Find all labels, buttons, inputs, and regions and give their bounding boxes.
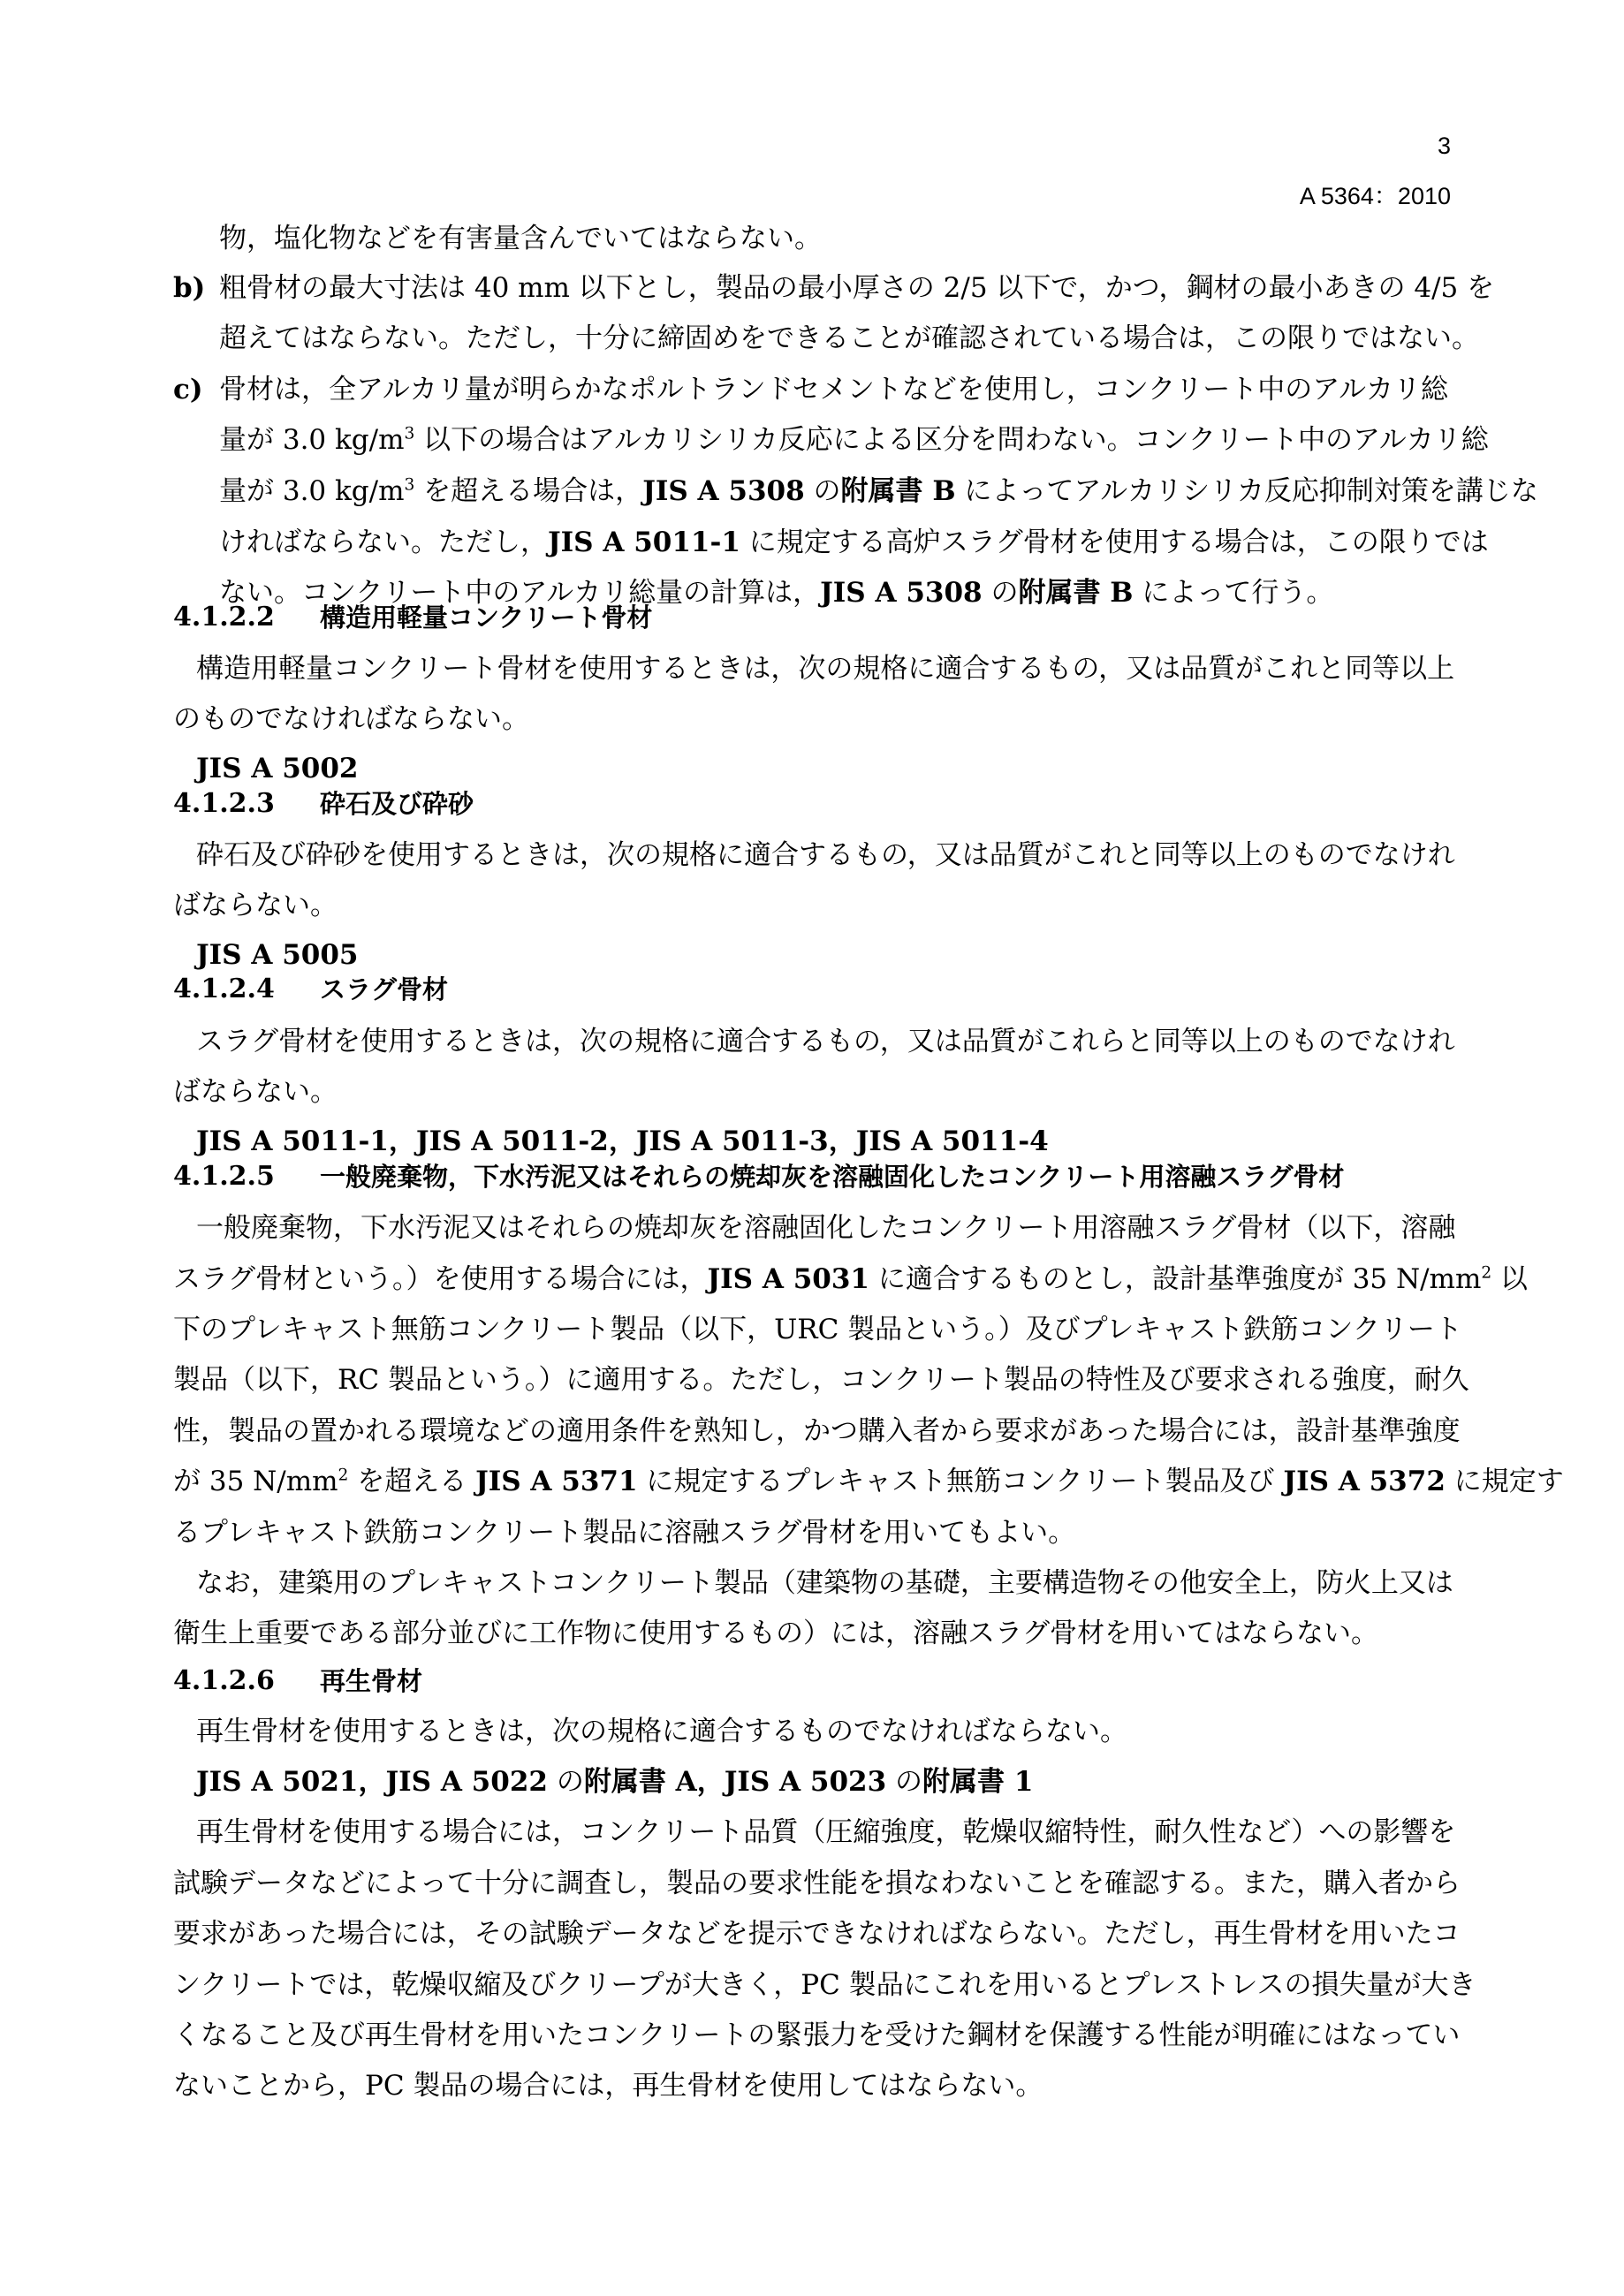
text-span: 再生骨材を使用する場合には，コンクリート品質（圧縮強度，乾燥収縮特性，耐久性など）への影響を [196,1816,1456,1848]
text-span: JIS A 5031 [707,1263,869,1295]
text-span: に規定するプレキャスト無筋コンクリート製品及び [637,1466,1284,1497]
text-span: ， [358,1766,386,1798]
heading-title: 砕石及び砕砂 [320,789,474,819]
text-line [196,1024,1455,1059]
text-line [219,422,1489,458]
page-number: 3 [1437,133,1451,159]
text-line [219,525,1489,560]
heading-title: 再生骨材 [320,1666,423,1696]
text-line [219,474,1538,509]
text-span: JIS A 5022 [385,1766,548,1798]
text-span: JIS A 5308 [642,475,805,507]
heading-title: 一般廃棄物，下水汚泥又はそれらの焼却灰を溶融固化したコンクリート用溶融スラグ骨材 [320,1162,1345,1192]
text-line [196,1714,1127,1749]
superscript: 3 [404,424,415,443]
text-line [173,2068,1043,2103]
text-span: JIS A 5011-1 [548,527,740,558]
text-span: JIS A 5021 [196,1766,359,1798]
heading-number: 4.1.2.6 [173,1665,275,1696]
text-span: に規定する高炉スラグ骨材を使用する場合は，この限りでは [740,527,1489,558]
list-label-c: c) [173,374,203,405]
text-span: 附属書 1 [922,1766,1034,1798]
text-span: を超える場合は， [414,475,643,507]
text-span: スラグ骨材という。）を使用する場合には， [173,1263,708,1295]
superscript: 2 [1481,1263,1492,1283]
text-span: JIS A 5002 [196,753,359,784]
text-span: 粗骨材の最大寸法は 40 mm 以下とし，製品の最小厚さの 2/5 以下で，かつ，鋼材の最小あきの 4/5 を [219,272,1495,304]
text-line [173,701,529,737]
text-line [196,1764,1033,1800]
text-line [219,372,1448,407]
list-label-b: b) [173,272,206,304]
text-line [196,1565,1453,1601]
text-span: なお，建築用のプレキャストコンクリート製品（建築物の基礎，主要構造物その他安全上，防火上又は [196,1567,1453,1599]
text-line [196,1210,1455,1246]
text-span: 構造用軽量コンクリート骨材を使用するときは，次の規格に適合するもの，又は品質がこれと同等以上 [196,653,1455,685]
text-span: 附属書 B [840,475,956,507]
text-span: 骨材は，全アルカリ量が明らかなポルトランドセメントなどを使用し，コンクリート中のアルカリ総 [219,374,1448,405]
text-span: 以下の場合はアルカリシリカ反応による区分を問わない。コンクリート中のアルカリ総 [414,424,1489,456]
text-span: 製品（以下，RC 製品という。）に適用する。ただし，コンクリート製品の特性及び要求される強度，耐久 [173,1364,1469,1396]
text-line [173,1616,1378,1651]
text-span: ければならない。ただし， [219,527,548,558]
text-span: 超えてはならない。ただし，十分に締固めをできることが確認されている場合は，この限りではない。 [219,322,1479,354]
text-line [219,270,1494,306]
text-span: を超える [348,1466,476,1497]
heading-number: 4.1.2.3 [173,788,275,819]
text-line [173,1866,1461,1901]
text-span: るプレキャスト鉄筋コンクリート製品に溶融スラグ骨材を用いてもよい。 [173,1517,1076,1549]
text-span: ない。コンクリート中のアルカリ総量の計算は， [219,577,821,609]
text-span: JIS A 5005 [196,939,359,971]
text-span: に適合するものとし，設計基準強度が 35 N/mm [869,1263,1482,1295]
text-line [196,751,358,786]
text-line [196,1815,1455,1850]
superscript: 2 [338,1466,349,1485]
text-line [173,1413,1461,1449]
standard-id: A 5364：2010 [1299,183,1451,209]
text-span: 附属書 A [583,1766,697,1798]
text-span: 衛生上重要である部分並びに工作物に使用するもの）には，溶融スラグ骨材を用いてはならない。 [173,1618,1378,1649]
text-line [173,888,338,923]
superscript: 3 [404,475,415,495]
text-span: 量が 3.0 kg/m [219,475,405,507]
text-span: 再生骨材を使用するときは，次の規格に適合するものでなければならない。 [196,1716,1127,1747]
text-span: 以 [1491,1263,1529,1295]
text-span: ないことから，PC 製品の場合には，再生骨材を使用してはならない。 [173,2070,1043,2102]
text-line [173,1312,1462,1347]
text-span: 物，塩化物などを有害量含んでいてはならない。 [219,223,822,254]
text-line [196,937,358,973]
heading-title: スラグ骨材 [320,974,449,1004]
text-span: 附属書 B [1018,577,1134,609]
text-span: くなること及び再生骨材を用いたコンクリートの緊張力を受けた鋼材を保護する性能が明確にはなってい [173,2019,1461,2051]
text-line [219,321,1479,356]
text-span: 性，製品の置かれる環境などの適用条件を熟知し，かつ購入者から要求があった場合には，設計基準強度 [173,1415,1461,1447]
text-span: JIS A 5023 [724,1766,887,1798]
text-line [173,1967,1476,2003]
text-line [196,651,1454,686]
text-span: JIS A 5308 [820,577,983,609]
heading-number: 4.1.2.4 [173,974,275,1004]
text-line [173,2018,1460,2053]
text-span: JIS A 5011-1，JIS A 5011-2，JIS A 5011-3，JIS A 5011-4 [196,1125,1049,1157]
text-line [173,1262,1528,1297]
text-line [196,1124,1049,1159]
text-span: によってアルカリシリカ反応抑制対策を講じな [955,475,1538,507]
text-span: JIS A 5371 [475,1466,638,1497]
text-span: によって行う。 [1133,577,1334,609]
heading-title: 構造用軽量コンクリート骨材 [320,602,653,633]
text-line [173,1464,1564,1499]
text-line [219,575,1333,610]
text-line [173,1916,1461,1951]
text-span: ばならない。 [173,1076,338,1108]
heading-number: 4.1.2.5 [173,1161,275,1192]
heading-number: 4.1.2.2 [173,602,275,633]
text-span: スラグ骨材を使用するときは，次の規格に適合するもの，又は品質がこれらと同等以上のものでなけれ [196,1026,1455,1057]
text-span: ， [696,1766,725,1798]
text-line [173,1362,1469,1398]
text-span: ンクリートでは，乾燥収縮及びクリープが大きく，PC 製品にこれを用いるとプレストレスの損失量が大き [173,1969,1476,2001]
text-span: が 35 N/mm [173,1466,338,1497]
text-span: の [982,577,1019,609]
text-line [219,221,822,256]
text-span: 砕石及び砕砂を使用するときは，次の規格に適合するもの，又は品質がこれと同等以上のものでなけれ [196,839,1455,871]
text-line [173,1515,1075,1550]
text-span: JIS A 5372 [1283,1466,1446,1497]
text-span: の [804,475,841,507]
text-span: ばならない。 [173,890,338,921]
text-span: 一般廃棄物，下水汚泥又はそれらの焼却灰を溶融固化したコンクリート用溶融スラグ骨材（以下，溶融 [196,1212,1456,1244]
text-span: のものでなければならない。 [173,703,529,735]
text-line [196,837,1455,873]
text-span: 下のプレキャスト無筋コンクリート製品（以下，URC 製品という。）及びプレキャスト鉄筋コンクリート [173,1314,1462,1345]
text-span: 要求があった場合には，その試験データなどを提示できなければならない。ただし，再生骨材を用いたコ [173,1918,1461,1950]
text-span: 量が 3.0 kg/m [219,424,405,456]
text-span: 試験データなどによって十分に調査し，製品の要求性能を損なわないことを確認する。また，購入者から [173,1868,1461,1899]
text-span: に規定す [1445,1466,1564,1497]
text-line [173,1074,338,1110]
text-span: の [886,1766,923,1798]
text-span: の [547,1766,584,1798]
